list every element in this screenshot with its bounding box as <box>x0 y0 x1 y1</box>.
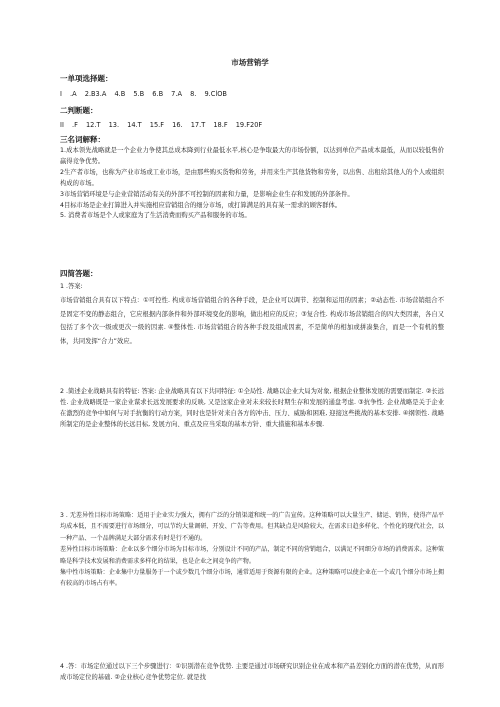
definition-2: 2生产者市场，也称为产业市场或工业市场，是由那些购买货物和劳务，并用来生产其他货物和劳务，以出售、出租给其他人的个人或组织构成的市场。 <box>60 168 444 187</box>
question-3-block <box>60 510 444 590</box>
section-heading-single-choice: 一单项选择题： <box>60 74 113 83</box>
section-heading-short-answer: 四简答题： <box>60 269 98 278</box>
definitions-block <box>60 146 444 222</box>
question-3-paragraph-1: 3 . 无差异性目标市场策略：适用于企业实力强大，拥有广泛的分销渠道和统一的广告宣传。这种策略可以大量生产、储运、销售，使得产品平均成本低，且不需要进行市场细分，可以节约大量调研、开发、广告等费用。但其缺点是风险较大，在需求日趋多样化、个性化的现代社会，以一种产品、一个品牌满足大部分需求有时是行不通的。 <box>60 512 444 542</box>
question-3-paragraph-3: 集中性市场策略：企业集中力量服务于一个或少数几个细分市场，通常适用于资源有限的企业。这种策略可以使企业在一个或几个细分市场上拥有较高的市场占有率。 <box>60 569 444 588</box>
question-1-block <box>60 280 444 349</box>
question-1-answer: 市场营销组合具有以下特点：①可控性. 构成市场营销组合的各种手段，是企业可以调节、控制和运用的因素；②动态性. 市场营销组合不是固定不变的静态组合，它应根据内部条件和外部环境变化的影响，做出相应的反应；③复合性. 构成市场营销组合的四大类因素，各自又包括了多个次一级或更次一级的因素. ④整体性. 市场营销组合的各种手段及组成因素，不是简单的相加或拼凑集合，而是一个有机的整体，共同发挥“合力”效应。 <box>60 296 444 346</box>
definition-5: 5. 消费者市场是个人或家庭为了生活消费而购买产品和服务的市场。 <box>60 212 251 220</box>
definition-1: 1.成本领先战略就是一个企业力争使其总成本降到行业最低水平,核心是争取最大的市场份额，以达到单位产品成本最低，从而以较低售价赢得竞争优势。 <box>60 147 444 165</box>
definition-3: 3市场营销环境是与企业营销活动有关的外部不可控制的因素和力量，是影响企业生存和发展的外部条件。 <box>60 190 354 198</box>
true-false-answers: II .F 12.T 13. 14.T 15.F 16. 17.T 18.F 19.F20F <box>60 121 263 129</box>
question-2-block <box>60 387 444 431</box>
question-3-paragraph-2: 差异性目标市场策略：企业以多个细分市场为目标市场，分别设计不同的产品，制定不同的营销组合，以满足不同细分市场的消费需求。这种策略是科学技术发展和消费需求多样化的结果，也是企业之间竞争的产物。 <box>60 546 444 565</box>
section-heading-true-false: 二判断题： <box>60 106 98 115</box>
page-title: 市场营销学 <box>231 58 269 67</box>
question-4-block <box>60 662 444 684</box>
question-4-answer: 4 .答：市场定位通过以下三个步骤进行：①识别潜在竞争优势. 主要是通过市场研究识别企业在成本和产品差别化方面的潜在优势，从而形成市场定位的基础. ②企业核心竞争优势定位. 就是找 <box>60 663 444 681</box>
question-1-heading: 1 .答案: <box>60 283 83 290</box>
single-choice-answers: I .A 2.B3.A 4.B 5.B 6.B 7.A 8. 9.ClOB <box>60 90 227 98</box>
question-2-answer: 2 .简述企业战略具有的特征: 答案: 企业战略具有以下共同特征: ①全局性. 战略以企业大局为对象, 根据企业整体发展的需要而制定. ②长远性. 企业战略既是一家企业谋求长远发展要求的反映, 又是这家企业对未来较长时期生存和发展的通盘考虑. ③抗争性. 企业战略是关于企业在激烈的竞争中如何与对手抗衡的行动方案，同时也是针对来自各方的冲击、压力、威胁和困难, 迎接这些挑战的基本安排. ④纲领性. 战略所制定的是企业整体的长远目标, 发展方向、重点及应当采取的基本方针、重大措施和基本步骤. <box>60 388 444 428</box>
definition-4: 4目标市场是企业打算进入并实施相应营销组合的细分市场，或打算满足的具有某一需求的顾客群体。 <box>60 201 342 209</box>
section-heading-definitions: 三名词解释： <box>60 135 105 144</box>
